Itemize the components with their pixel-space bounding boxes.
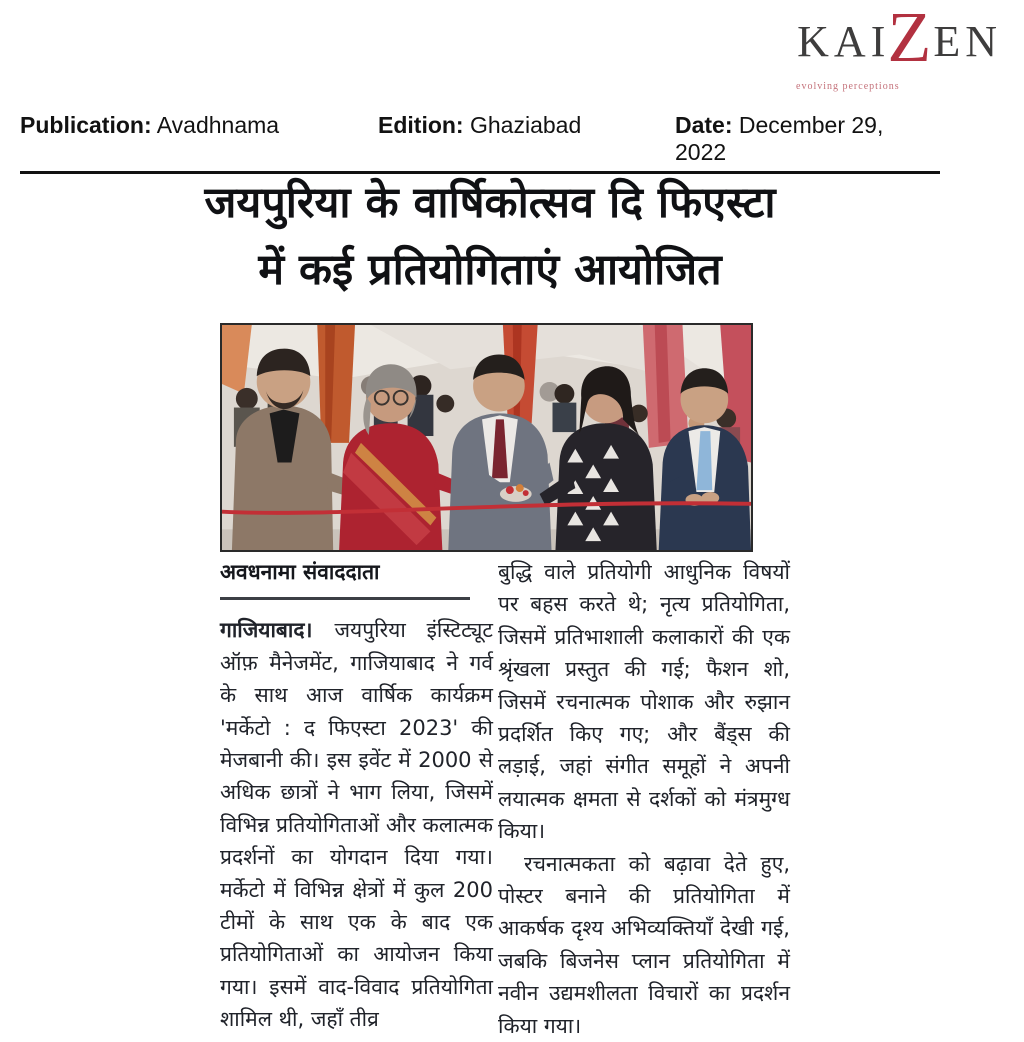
logo-tagline: evolving perceptions xyxy=(796,81,900,92)
date-label: Date: xyxy=(675,112,733,138)
byline-rule xyxy=(220,597,470,600)
article-paragraph-1 xyxy=(220,614,493,1035)
date-value: December 29, 2022 xyxy=(675,112,884,165)
edition-value: Ghaziabad xyxy=(469,112,582,138)
article-paragraph-2: बुद्धि वाले प्रतियोगी आधुनिक विषयों पर बहस करते थे; नृत्य प्रतियोगिता, जिसमें प्रतिभाशाली कलाकारों की एक श्रृंखला प्रस्तुत की गई; फैशन शो, जिसमें रचनात्मक पोशाक और रुझान प्रदर्शित किए गए; और बैंड्स की लड़ाई, जहां संगीत समूहों ने अपनी लयात्मक क्षमता से दर्शकों को मंत्रमुग्ध किया। xyxy=(498,560,790,844)
logo-letters-en: EN xyxy=(933,17,1002,66)
logo-letter-z: Z xyxy=(887,0,937,77)
kaizen-logo-wordmark xyxy=(792,0,1002,77)
date-field xyxy=(675,112,940,166)
edition-label: Edition: xyxy=(378,112,464,138)
logo-letters-kai: KAI xyxy=(797,17,891,66)
headline-line-1: जयपुरिया के वार्षिकोत्सव दि फिएस्टा xyxy=(204,178,776,228)
article-photo xyxy=(220,323,753,552)
byline: अवधनामा संवाददाता xyxy=(220,560,380,584)
edition-field xyxy=(378,112,675,166)
article-paragraph-3: रचनात्मकता को बढ़ावा देते हुए, पोस्टर बनाने की प्रतियोगिता में आकर्षक दृश्य अभिव्यक्तियाँ देखी गई, जबकि बिजनेस प्लान प्रतियोगिता में नवीन उद्यमशीलता विचारों का प्रदर्शन किया गया। xyxy=(498,851,790,1038)
kaizen-logo xyxy=(792,0,1002,98)
article-column-right xyxy=(498,556,790,1042)
ceremony-photo-illustration xyxy=(222,325,751,550)
dateline: गाजियाबाद। xyxy=(220,618,313,643)
publication-value: Avadhnama xyxy=(156,112,280,138)
publication-label: Publication: xyxy=(20,112,152,138)
article-column-left xyxy=(220,556,493,1036)
headline-line-2: में कई प्रतियोगिताएं आयोजित xyxy=(258,245,722,295)
publication-meta-line xyxy=(20,112,940,174)
paragraph-1-text: जयपुरिया इंस्टिट्यूट ऑफ़ मैनेजमेंट, गाजियाबाद ने गर्व के साथ आज वार्षिक कार्यक्रम 'मर्केटो : द फिएस्टा 2023' की मेजबानी की। इस इवेंट में 2000 से अधिक छात्रों ने भाग लिया, जिसमें विभिन्न प्रतियोगिताओं और कलात्मक प्रदर्शनों का योगदान दिया गया। मर्केटो में विभिन्न क्षेत्रों में कुल 200 टीमों के साथ एक के बाद एक प्रतियोगिताओं का आयोजन किया गया। इसमें वाद-विवाद प्रतियोगिता शामिल थी, जहाँ तीव्र xyxy=(220,618,493,1032)
article-headline xyxy=(60,170,920,304)
publication-field xyxy=(20,112,378,166)
